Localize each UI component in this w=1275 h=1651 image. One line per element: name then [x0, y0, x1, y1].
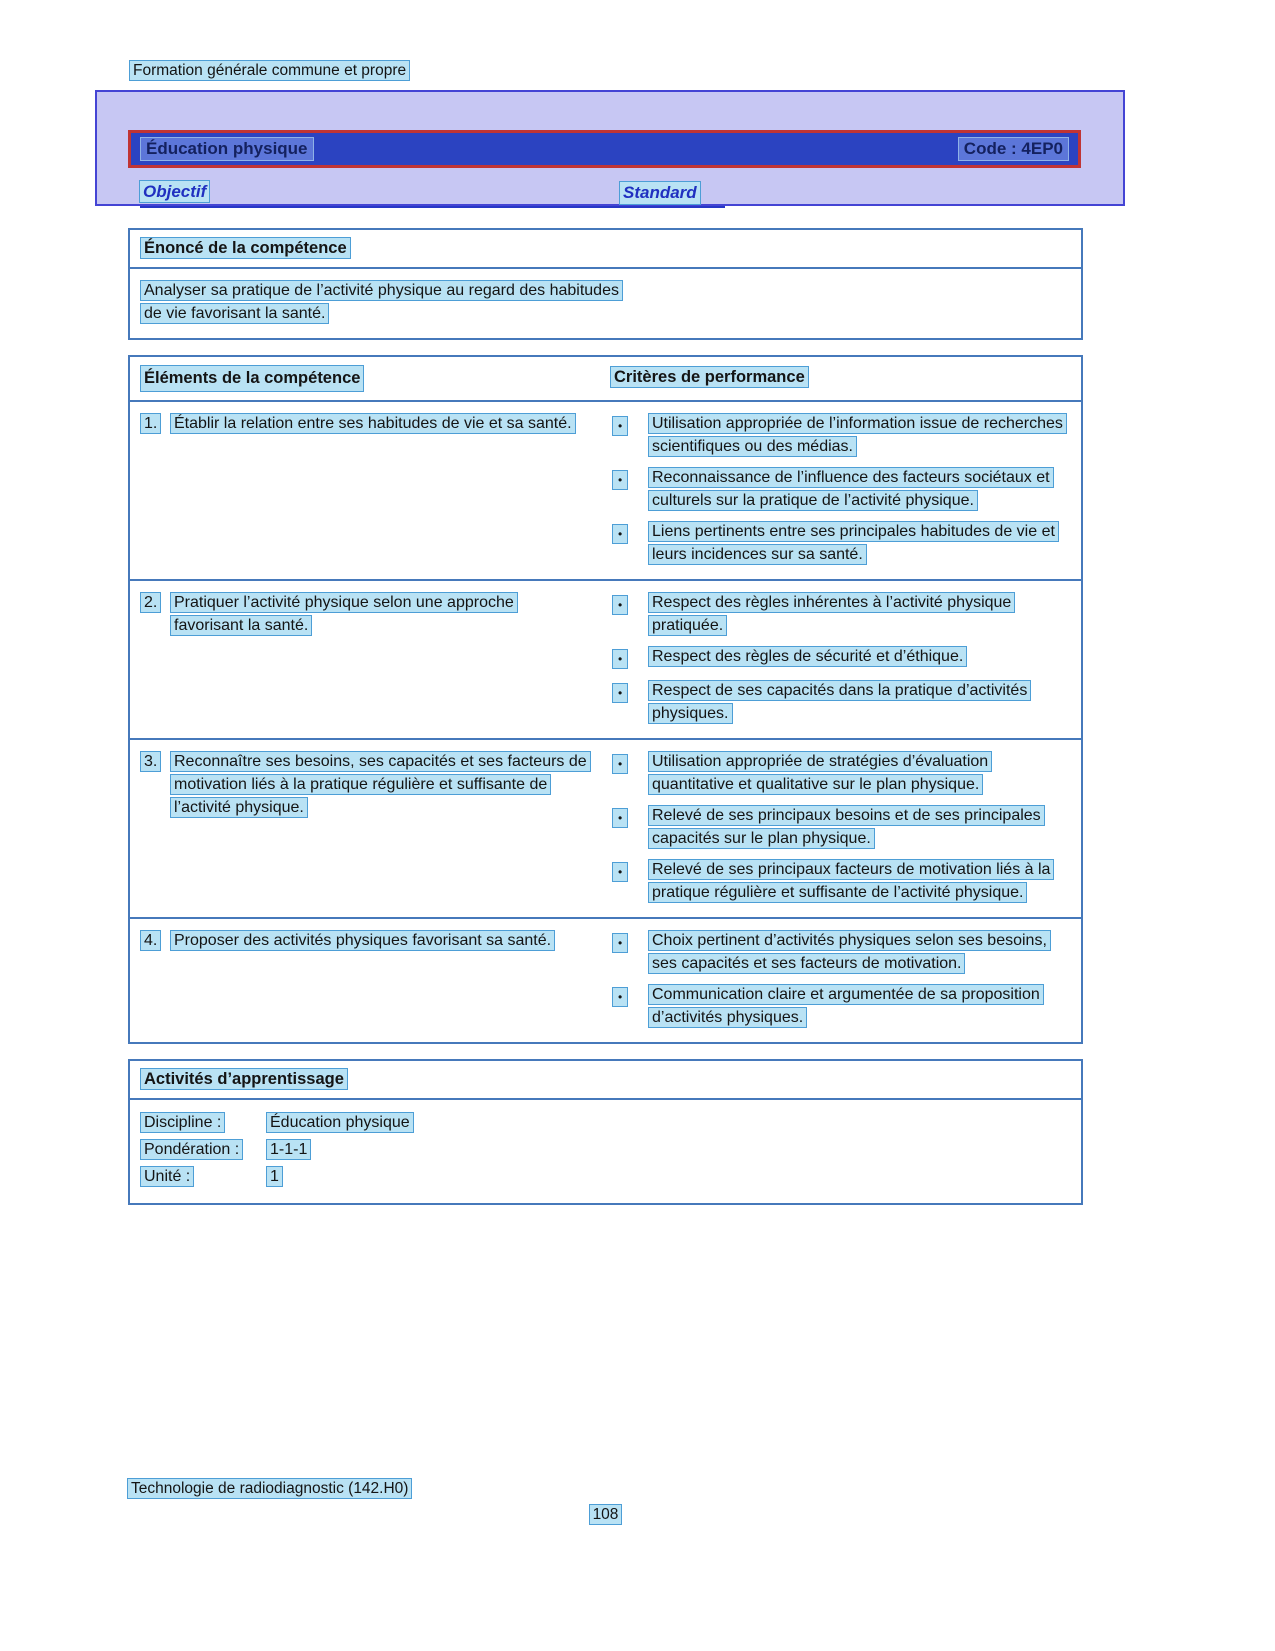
criterion-text: Relevé de ses principaux facteurs de motivation liés à la pratique régulière et suffisante de l’activité physique. [649, 860, 1053, 902]
enonce-header [130, 230, 1081, 269]
criteria-item [611, 520, 1070, 566]
element-text: Pratiquer l’activité physique selon une approche favorisant la santé. [171, 593, 517, 635]
criterion-text: Choix pertinent d’activités physiques selon ses besoins, ses capacités et ses facteurs de motivation. [649, 931, 1050, 973]
bullet-icon: • [613, 596, 627, 614]
table-header-row [130, 357, 1081, 402]
course-title: Éducation physique [141, 138, 313, 160]
criterion-text: Liens pertinents entre ses principales habitudes de vie et leurs incidences sur sa santé. [649, 522, 1058, 564]
top-label [130, 62, 409, 80]
objectif-heading: Objectif [140, 181, 209, 202]
field-row [141, 1163, 1070, 1190]
bullet-icon: • [613, 863, 627, 881]
criterion-text: Respect des règles de sécurité et d’éthique. [649, 647, 966, 666]
criterion-text: Respect des règles inhérentes à l’activité physique pratiquée. [649, 593, 1014, 635]
page-number [128, 1506, 1083, 1524]
element-text: Reconnaître ses besoins, ses capacités et ses facteurs de motivation liés à la pratique régulière et suffisante de l’activité physique. [171, 752, 590, 817]
criterion-text: Utilisation appropriée de l’information issue de recherches scientifiques ou des médias. [649, 414, 1066, 456]
bullet-icon: • [613, 934, 627, 952]
criteria-cell [611, 929, 1070, 1029]
criteria-item [611, 679, 1070, 725]
criteria-item [611, 466, 1070, 512]
bullet-icon: • [613, 471, 627, 489]
field-row [141, 1136, 1070, 1163]
criteria-item [611, 750, 1070, 796]
field-row [141, 1109, 1070, 1136]
field-value: 1 [267, 1167, 282, 1186]
field-label: Unité : [141, 1167, 193, 1186]
element-cell [141, 750, 611, 904]
criterion-text: Reconnaissance de l’influence des facteurs sociétaux et culturels sur la pratique de l’activité physique. [649, 468, 1053, 510]
activites-header [130, 1061, 1081, 1100]
bullet-icon: • [613, 525, 627, 543]
element-number: 4. [141, 931, 160, 950]
col-header-elements: Éléments de la compétence [141, 366, 363, 391]
standard-heading: Standard [620, 182, 700, 204]
criteria-item [611, 591, 1070, 637]
competence-table [128, 355, 1083, 1044]
table-row [130, 738, 1081, 917]
col-header-criteres-cell [611, 366, 1070, 391]
criteria-cell [611, 591, 1070, 725]
criteria-item [611, 412, 1070, 458]
element-number: 2. [141, 593, 160, 612]
element-text: Établir la relation entre ses habitudes de vie et sa santé. [171, 414, 575, 433]
criteria-item [611, 983, 1070, 1029]
bullet-icon: • [613, 988, 627, 1006]
enonce-body-text: Analyser sa pratique de l’activité physique au regard des habitudes de vie favorisant la santé. [141, 281, 622, 323]
table-row [130, 402, 1081, 579]
criterion-text: Respect de ses capacités dans la pratique d’activités physiques. [649, 681, 1030, 723]
element-text: Proposer des activités physiques favorisant sa santé. [171, 931, 554, 950]
criteria-item [611, 645, 1070, 671]
objectif-standard-row [140, 182, 725, 208]
element-cell [141, 929, 611, 1029]
activites-box [128, 1059, 1083, 1205]
table-row [130, 917, 1081, 1042]
header-banner [95, 90, 1125, 206]
element-cell [141, 591, 611, 725]
bullet-icon: • [613, 417, 627, 435]
bullet-icon: • [613, 809, 627, 827]
enonce-body-area [130, 269, 1081, 338]
table-row [130, 579, 1081, 738]
element-number: 3. [141, 752, 160, 771]
criterion-text: Communication claire et argumentée de sa proposition d’activités physiques. [649, 985, 1043, 1027]
criteria-item [611, 858, 1070, 904]
field-value: 1-1-1 [267, 1140, 310, 1159]
footer-program [128, 1480, 411, 1498]
bullet-icon: • [613, 755, 627, 773]
activites-fields [130, 1100, 1081, 1203]
footer-program-text: Technologie de radiodiagnostic (142.H0) [128, 1479, 411, 1498]
bullet-icon: • [613, 684, 627, 702]
criterion-text: Relevé de ses principaux besoins et de ses principales capacités sur le plan physique. [649, 806, 1044, 848]
bullet-icon: • [613, 650, 627, 668]
course-title-bar [128, 130, 1081, 168]
criterion-text: Utilisation appropriée de stratégies d’évaluation quantitative et qualitative sur le plan physique. [649, 752, 991, 794]
criteria-cell [611, 750, 1070, 904]
col-header-elements-cell [141, 366, 611, 391]
enonce-box [128, 228, 1083, 340]
element-cell [141, 412, 611, 566]
activites-title: Activités d’apprentissage [141, 1069, 347, 1089]
field-label: Pondération : [141, 1140, 242, 1159]
page-number-text: 108 [590, 1505, 622, 1524]
course-code: Code : 4EP0 [959, 138, 1068, 160]
field-value: Éducation physique [267, 1113, 413, 1132]
element-number: 1. [141, 414, 160, 433]
main-content [128, 228, 1083, 1205]
field-label: Discipline : [141, 1113, 224, 1132]
top-label-text: Formation générale commune et propre [130, 61, 409, 80]
criteria-cell [611, 412, 1070, 566]
col-header-criteres: Critères de performance [611, 367, 808, 387]
enonce-title: Énoncé de la compétence [141, 238, 350, 258]
criteria-item [611, 929, 1070, 975]
criteria-item [611, 804, 1070, 850]
